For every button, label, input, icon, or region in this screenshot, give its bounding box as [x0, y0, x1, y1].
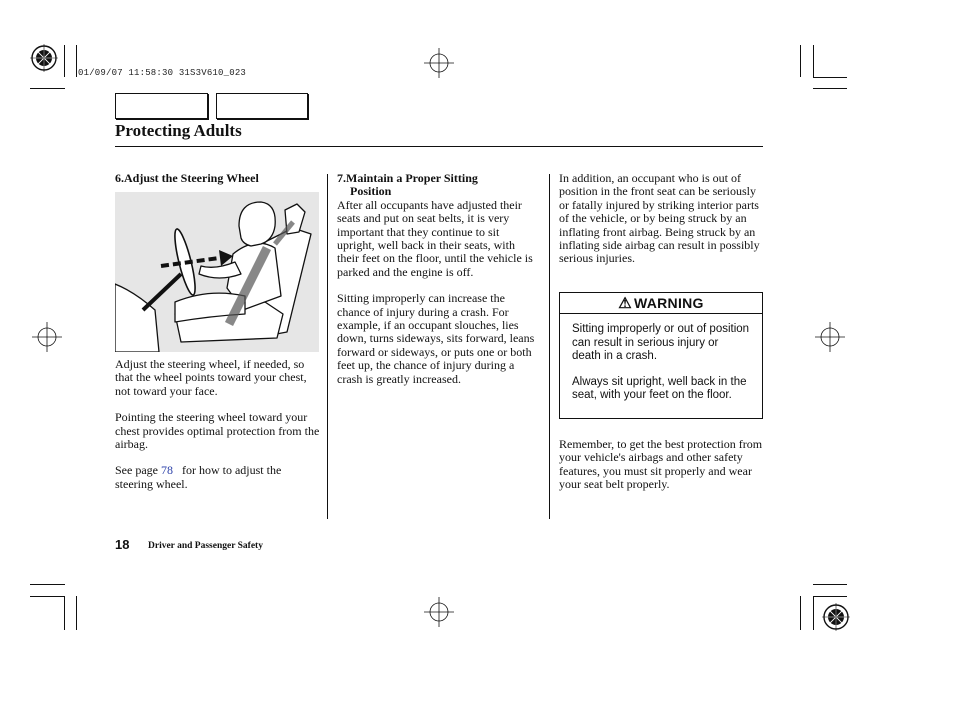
warning-text: Always sit upright, well back in the seat, with your feet on the floor. [572, 375, 747, 401]
registration-crosshair-icon [815, 322, 845, 352]
print-timestamp: 01/09/07 11:58:30 31S3V610_023 [78, 68, 247, 78]
column-position-closing [559, 438, 764, 505]
registration-sunburst-icon [30, 44, 58, 72]
crop-mark [800, 45, 801, 77]
crop-mark [64, 596, 65, 630]
registration-crosshair-icon [424, 48, 454, 78]
paragraph: Sitting improperly can increase the chance of injury during a crash. For example, if an occupant slouches, lies down, turns sideways, sits forward, leans forward or sideways, or puts one or both feet up, the chance of injury during a crash is greatly increased. [337, 291, 535, 386]
crop-mark [813, 596, 847, 597]
column-sitting [337, 172, 539, 399]
crop-mark [800, 596, 801, 630]
column-position [559, 172, 764, 279]
page-number: 18 [115, 537, 130, 552]
column-steering [115, 172, 320, 185]
nav-tab-box[interactable] [115, 93, 208, 119]
warning-text: Sitting improperly or out of position can result in serious injury or death in a crash. [572, 323, 750, 362]
crop-mark [813, 45, 814, 77]
section-heading-line1: 7.Maintain a Proper Sitting [337, 171, 478, 185]
crop-mark [64, 45, 65, 77]
crop-mark [30, 596, 65, 597]
see-page-prefix: See page [115, 463, 158, 478]
crop-mark [76, 45, 77, 77]
title-rule [115, 146, 763, 147]
paragraph: Remember, to get the best protection from your vehicle's airbags and other safety features, you must sit properly and wear your seat belt properly. [559, 437, 763, 492]
section-heading [337, 172, 539, 199]
crop-mark [813, 77, 847, 78]
footer-section-title: Driver and Passenger Safety [148, 541, 263, 551]
steering-wheel-illustration [115, 192, 319, 352]
driver-seated-icon [115, 192, 319, 352]
registration-crosshair-icon [424, 597, 454, 627]
page-link-78[interactable]: 78 [160, 463, 173, 478]
crop-mark [813, 584, 847, 585]
paragraph: Pointing the steering wheel toward your chest provides optimal protection from the airbag. [115, 410, 320, 452]
crop-mark [813, 88, 847, 89]
warning-label: WARNING [633, 295, 704, 311]
see-page-suffix: for how to adjust the steering wheel. [115, 463, 282, 491]
column-divider [327, 174, 328, 519]
crop-mark [30, 584, 65, 585]
paragraph: Adjust the steering wheel, if needed, so that the wheel points toward your chest, not toward your face. [115, 357, 307, 398]
paragraph [115, 464, 320, 491]
warning-body [560, 314, 762, 403]
page-title: Protecting Adults [115, 121, 242, 140]
paragraph: In addition, an occupant who is out of position in the front seat can be seriously or fatally injured by striking interior parts of the vehicle, or by being struck by an inflating front airbag. Being struck by an inflating side airbag can result in possibly serious injuries. [559, 171, 760, 266]
column-steering-text [115, 358, 320, 504]
crop-mark [76, 596, 77, 630]
paragraph: After all occupants have adjusted their seats and put on seat belts, it is very important that they continue to sit upright, well back in their seats, with their feet on the floor, until the vehicle is parked and the engine is off. [337, 197, 533, 279]
warning-header [560, 293, 762, 314]
section-heading-line2: Position [350, 184, 392, 199]
crop-mark [813, 596, 814, 630]
registration-crosshair-icon [32, 322, 62, 352]
column-divider [549, 174, 550, 519]
warning-box [559, 292, 763, 419]
warning-triangle-icon: ⚠ [618, 295, 632, 312]
registration-sunburst-icon [822, 603, 850, 631]
section-heading: 6.Adjust the Steering Wheel [115, 171, 259, 185]
crop-mark [30, 88, 65, 89]
nav-tab-box[interactable] [216, 93, 308, 119]
